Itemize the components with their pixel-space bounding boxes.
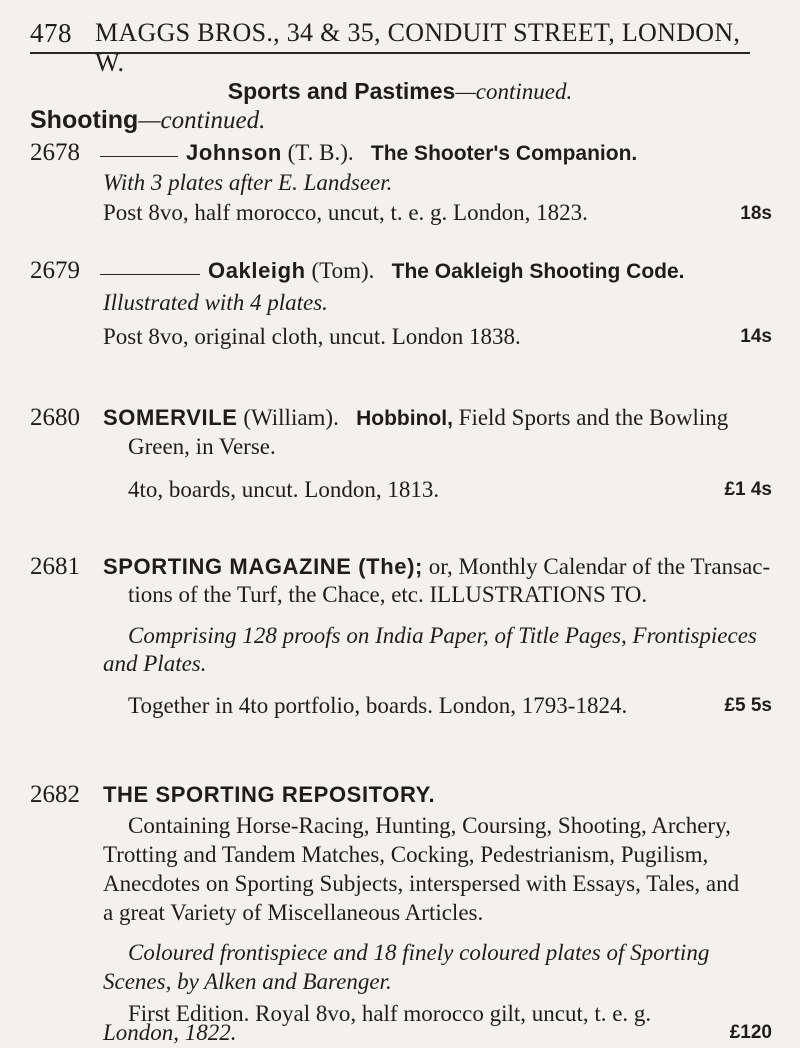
subsection-continued: —continued. — [138, 107, 266, 134]
lot-number: 2680 — [30, 404, 80, 431]
entry-heading — [186, 140, 637, 166]
entry-heading — [103, 405, 728, 431]
lot-number: 2678 — [30, 139, 80, 166]
entry-line: and Plates. — [103, 651, 207, 676]
subsection-title: Shooting — [30, 106, 139, 134]
entry-title-detail: Field Sports and the Bowling — [452, 405, 729, 430]
entry-author: Johnson — [186, 140, 282, 165]
dash-rule — [100, 156, 178, 157]
page-header — [30, 14, 770, 77]
entry-line: tions of the Turf, the Chace, etc. ILLUSTRATIONS TO. — [128, 582, 648, 607]
entry-line: First Edition. Royal 8vo, half morocco gilt, uncut, t. e. g. — [128, 1001, 652, 1026]
entry-line: Post 8vo, original cloth, uncut. London 1838. — [103, 324, 521, 349]
entry-author-detail: (T. B.). — [281, 140, 354, 165]
section-continued: —continued. — [455, 79, 573, 104]
entry-line: Post 8vo, half morocco, uncut, t. e. g. London, 1823. — [103, 200, 588, 225]
entry-heading — [208, 258, 684, 284]
entry-heading — [103, 782, 435, 808]
entry-heading — [103, 554, 770, 580]
entry-line: 4to, boards, uncut. London, 1813. — [128, 477, 440, 502]
entry-price: 18s — [740, 203, 772, 224]
entry-author: SPORTING MAGAZINE (The); — [103, 554, 423, 579]
running-title: MAGGS BROS., 34 & 35, CONDUIT STREET, LONDON, W. — [95, 18, 741, 77]
subsection-heading — [30, 106, 265, 135]
entry-line: Trotting and Tandem Matches, Cocking, Pedestrianism, Pugilism, — [103, 842, 709, 867]
entry-line: Anecdotes on Sporting Subjects, interspersed with Essays, Tales, and — [103, 871, 740, 896]
entry-price: £1 4s — [724, 479, 772, 500]
entry-author-detail: (Tom). — [305, 258, 375, 283]
lot-number: 2681 — [30, 553, 80, 580]
entry-title: The Shooter's Companion. — [370, 142, 638, 165]
entry-line: Illustrated with 4 plates. — [103, 290, 328, 315]
header-rule — [30, 52, 750, 54]
entry-price: £120 — [729, 1022, 772, 1043]
page-number: 478 — [30, 18, 72, 48]
entry-title: Hobbinol, — [356, 407, 453, 430]
entry-author: SOMERVILE — [103, 405, 238, 430]
lot-number: 2679 — [30, 257, 80, 284]
entry-line: Scenes, by Alken and Barenger. — [103, 969, 392, 994]
section-title: Sports and Pastimes — [227, 78, 456, 104]
entry-line: Together in 4to portfolio, boards. London, 1793-1824. — [128, 693, 628, 718]
entry-author-detail: (William). — [237, 405, 339, 430]
entry-title: The Oakleigh Shooting Code. — [391, 260, 685, 283]
entry-price: £5 5s — [724, 695, 772, 716]
lot-number: 2682 — [30, 781, 80, 808]
entry-author-detail: or, Monthly Calendar of the Transac- — [422, 554, 771, 579]
entry-line: Containing Horse-Racing, Hunting, Coursing, Shooting, Archery, — [128, 813, 731, 838]
entry-price: 14s — [740, 326, 772, 347]
entry-line: London, 1822. — [103, 1020, 237, 1045]
entry-line: a great Variety of Miscellaneous Articles. — [103, 900, 484, 925]
entry-author: Oakleigh — [208, 258, 306, 283]
entry-author: THE SPORTING REPOSITORY. — [103, 782, 436, 807]
section-heading — [0, 78, 800, 105]
entry-line: Coloured frontispiece and 18 finely coloured plates of Sporting — [128, 940, 710, 965]
dash-rule — [100, 274, 200, 275]
entry-line: Green, in Verse. — [128, 434, 276, 459]
entry-line: With 3 plates after E. Landseer. — [103, 170, 393, 195]
entry-line: Comprising 128 proofs on India Paper, of Title Pages, Frontispieces — [128, 623, 757, 648]
